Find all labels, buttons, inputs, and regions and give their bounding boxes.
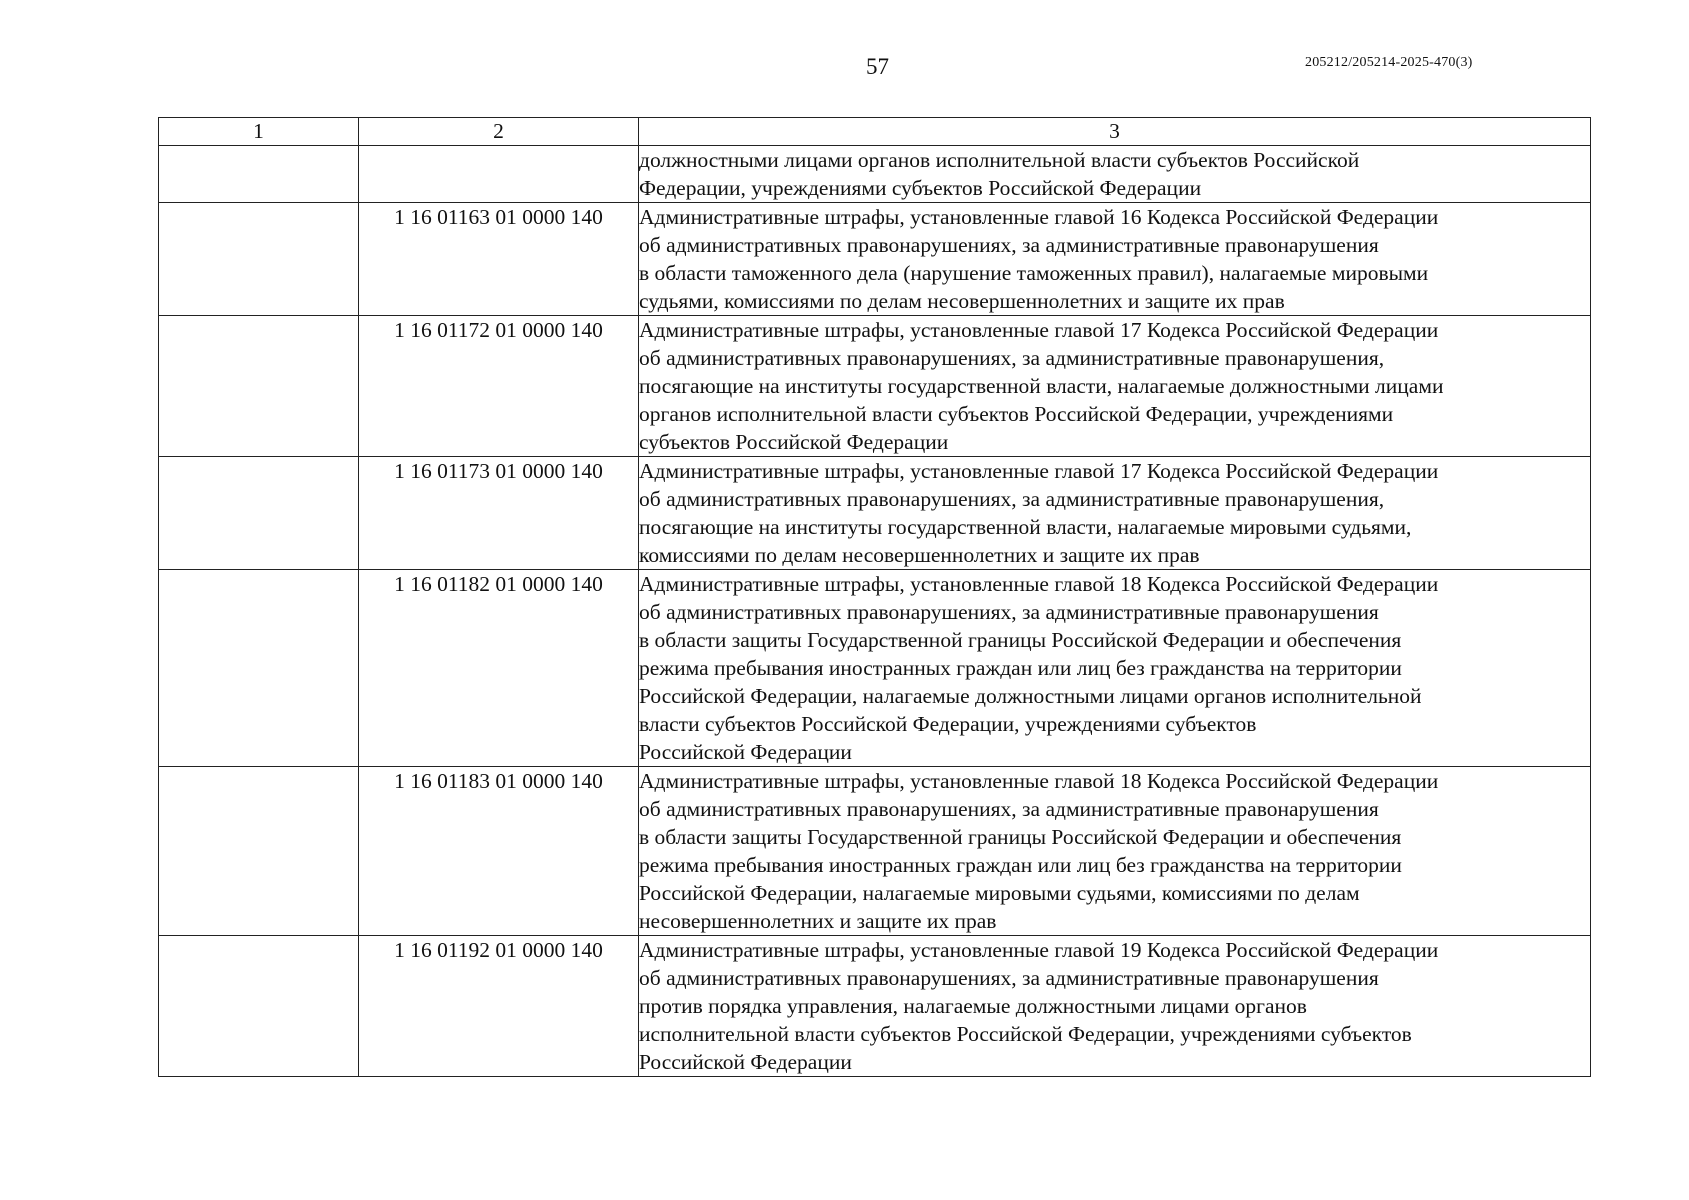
kbk-code-cell: 1 16 01172 01 0000 140 — [359, 316, 639, 457]
description-cell: Административные штрафы, установленные главой 18 Кодекса Российской Федерации об административных правонарушениях, за административные правонарушения в области защиты Государственной границы Российской Федерации и обеспечения режима пребывания иностранных граждан или лиц без гражданства на территории Российской Федерации, налагаемые мировыми судьями, комиссиями по делам несовершеннолетних и защите их прав — [639, 767, 1591, 936]
column-header-2: 2 — [359, 118, 639, 146]
kbk-code-cell: 1 16 01183 01 0000 140 — [359, 767, 639, 936]
admin-code-cell — [159, 146, 359, 203]
table-row — [159, 767, 1591, 936]
admin-code-cell — [159, 203, 359, 316]
kbk-code-cell — [359, 146, 639, 203]
kbk-code-cell: 1 16 01192 01 0000 140 — [359, 936, 639, 1077]
table-row — [159, 936, 1591, 1077]
admin-code-cell — [159, 570, 359, 767]
description-cell: Административные штрафы, установленные главой 16 Кодекса Российской Федерации об административных правонарушениях, за административные правонарушения в области таможенного дела (нарушение таможенных правил), налагаемые мировыми судьями, комиссиями по делам несовершеннолетних и защите их прав — [639, 203, 1591, 316]
table-row — [159, 457, 1591, 570]
description-cell: должностными лицами органов исполнительной власти субъектов Российской Федерации, учреждениями субъектов Российской Федерации — [639, 146, 1591, 203]
table-row — [159, 316, 1591, 457]
column-header-3: 3 — [639, 118, 1591, 146]
kbk-code-cell: 1 16 01182 01 0000 140 — [359, 570, 639, 767]
table-row — [159, 146, 1591, 203]
kbk-code-cell: 1 16 01173 01 0000 140 — [359, 457, 639, 570]
admin-code-cell — [159, 936, 359, 1077]
description-cell: Административные штрафы, установленные главой 18 Кодекса Российской Федерации об административных правонарушениях, за административные правонарушения в области защиты Государственной границы Российской Федерации и обеспечения режима пребывания иностранных граждан или лиц без гражданства на территории Российской Федерации, налагаемые должностными лицами органов исполнительной власти субъектов Российской Федерации, учреждениями субъектов Российской Федерации — [639, 570, 1591, 767]
description-cell: Административные штрафы, установленные главой 17 Кодекса Российской Федерации об административных правонарушениях, за административные правонарушения, посягающие на институты государственной власти, налагаемые мировыми судьями, комиссиями по делам несовершеннолетних и защите их прав — [639, 457, 1591, 570]
revenue-codes-table — [158, 117, 1591, 1077]
table-header-row — [159, 118, 1591, 146]
kbk-code-cell: 1 16 01163 01 0000 140 — [359, 203, 639, 316]
admin-code-cell — [159, 316, 359, 457]
document-id: 205212/205214-2025-470(3) — [1305, 55, 1473, 70]
admin-code-cell — [159, 457, 359, 570]
column-header-1: 1 — [159, 118, 359, 146]
description-cell: Административные штрафы, установленные главой 17 Кодекса Российской Федерации об административных правонарушениях, за административные правонарушения, посягающие на институты государственной власти, налагаемые должностными лицами органов исполнительной власти субъектов Российской Федерации, учреждениями субъектов Российской Федерации — [639, 316, 1591, 457]
table-row — [159, 570, 1591, 767]
description-cell: Административные штрафы, установленные главой 19 Кодекса Российской Федерации об административных правонарушениях, за административные правонарушения против порядка управления, налагаемые должностными лицами органов исполнительной власти субъектов Российской Федерации, учреждениями субъектов Российской Федерации — [639, 936, 1591, 1077]
table-row — [159, 203, 1591, 316]
page-number: 57 — [866, 54, 889, 79]
admin-code-cell — [159, 767, 359, 936]
